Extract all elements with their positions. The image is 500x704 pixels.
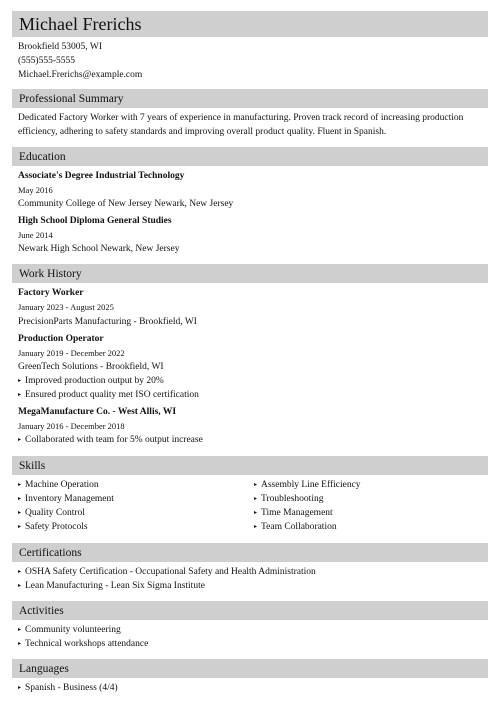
section-heading-languages: Languages	[12, 659, 488, 678]
education-school: Community College of New Jersey Newark, New Jersey	[18, 199, 234, 209]
triangle-bullet-icon: ▸	[254, 510, 258, 516]
triangle-bullet-icon: ▸	[18, 524, 22, 530]
candidate-name: Michael Frerichs	[12, 11, 488, 37]
triangle-bullet-icon: ▸	[18, 496, 22, 502]
job-dates: January 2019 - December 2022	[18, 348, 125, 358]
section-heading-education: Education	[12, 147, 488, 166]
job-company: GreenTech Solutions - Brookfield, WI	[18, 362, 164, 372]
triangle-bullet-icon: ▸	[18, 378, 22, 384]
contact-address: Brookfield 53005, WI	[18, 42, 102, 52]
education-degree: High School Diploma General Studies	[18, 216, 172, 226]
triangle-bullet-icon: ▸	[18, 627, 22, 633]
job-title: MegaManufacture Co. - West Allis, WI	[18, 407, 177, 417]
job-title: Production Operator	[18, 334, 104, 344]
summary-text: Dedicated Factory Worker with 7 years of experience in manufacturing. Proven track record of increasing production efficiency, adhering to safety standards and improving overall product quality. Fluent in Spanish.	[18, 113, 464, 137]
resume-page: Michael Frerichs Brookfield 53005, WI (555)555-5555 Michael.Frerichs@example.com Professional Summary Dedicated Factory Worker with 7 years of experience in manufacturing. Proven track record of increasing production efficiency, adhering to safety standards and improving overall product quality. Fluent in Spanish. Education Associate's Degree Industrial Technology May 2016 Community College of New Jersey Newark, New Jersey High School Diploma General Studies June 2014 Newark High School Newark, New Jersey Work History Factory Worker January 2023 - August 2025 PrecisionParts Manufacturing - Brookfield, WI Production Operator January 2019 - December 2022 GreenTech Solutions - Brookfield, WI ▸ Improved production output by 20% ▸ Ensured product quality met ISO certification MegaManufacture Co. - West Allis, WI January 2016 - December 2018 ▸ Collaborated with team for 5% output increase Skills ▸ Machine Operation ▸ Inventory Management ▸ Quality Control ▸ Safety Protocols ▸ Assembly Line Efficiency ▸ Troubleshooting ▸ Time Management ▸ Team Collaboration Certifications ▸ OSHA Safety Certification - Occupational Safety and Health Administration ▸ Lean Manufacturing - Lean Six Sigma Institute Activities ▸ Community volunteering ▸ Technical workshops attendance Languages ▸ Spanish - Business (4/4)	[0, 0, 500, 704]
education-date: June 2014	[18, 230, 53, 240]
triangle-bullet-icon: ▸	[254, 524, 258, 530]
triangle-bullet-icon: ▸	[18, 437, 22, 443]
triangle-bullet-icon: ▸	[254, 482, 258, 488]
triangle-bullet-icon: ▸	[18, 510, 22, 516]
triangle-bullet-icon: ▸	[18, 392, 22, 398]
section-heading-certifications: Certifications	[12, 543, 488, 562]
triangle-bullet-icon: ▸	[18, 685, 22, 691]
triangle-bullet-icon: ▸	[18, 583, 22, 589]
job-dates: January 2023 - August 2025	[18, 302, 114, 312]
education-degree: Associate's Degree Industrial Technology	[18, 171, 185, 181]
job-dates: January 2016 - December 2018	[18, 421, 125, 431]
triangle-bullet-icon: ▸	[254, 496, 258, 502]
section-heading-work-history: Work History	[12, 264, 488, 283]
section-heading-skills: Skills	[12, 456, 488, 475]
job-company: PrecisionParts Manufacturing - Brookfield, WI	[18, 317, 197, 327]
section-heading-activities: Activities	[12, 601, 488, 620]
contact-email: Michael.Frerichs@example.com	[18, 70, 143, 80]
job-title: Factory Worker	[18, 288, 84, 298]
triangle-bullet-icon: ▸	[18, 569, 22, 575]
contact-phone: (555)555-5555	[18, 56, 75, 66]
education-date: May 2016	[18, 185, 53, 195]
section-heading-summary: Professional Summary	[12, 89, 488, 108]
triangle-bullet-icon: ▸	[18, 482, 22, 488]
triangle-bullet-icon: ▸	[18, 641, 22, 647]
education-school: Newark High School Newark, New Jersey	[18, 244, 180, 254]
